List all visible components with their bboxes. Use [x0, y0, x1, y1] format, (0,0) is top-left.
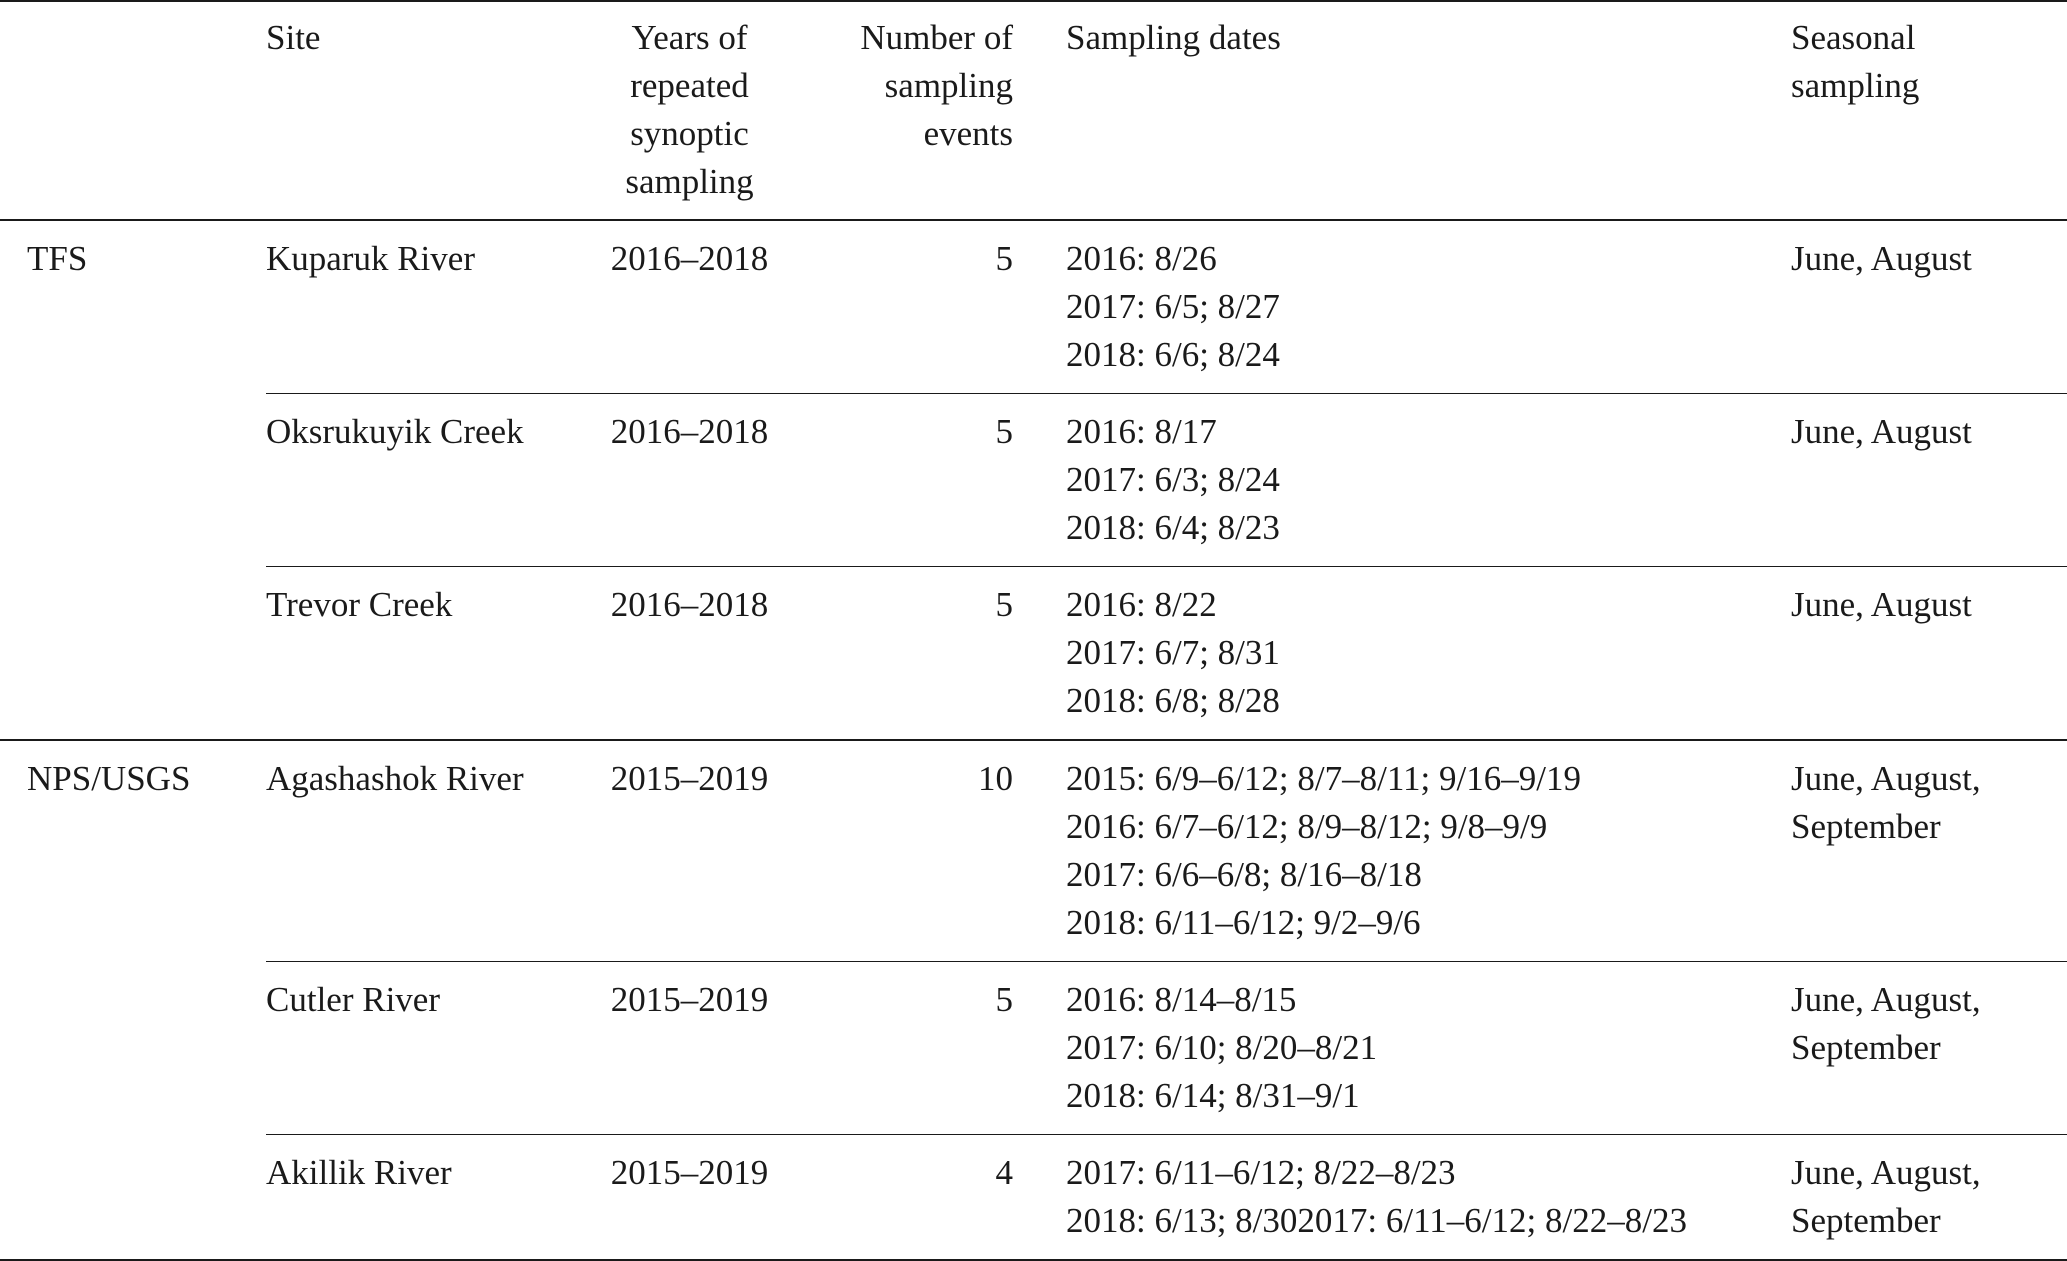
events-cell: 5 — [793, 962, 1033, 1135]
header-seasonal-line: Seasonal — [1791, 18, 1916, 57]
header-seasonal — [1791, 1, 2067, 220]
site-cell: Kuparuk River — [266, 220, 586, 394]
date-line: 2017: 6/6–6/8; 8/16–8/18 — [1066, 855, 1422, 894]
date-line: 2016: 8/22 — [1066, 585, 1217, 624]
seasonal-cell — [1791, 962, 2067, 1135]
table-row — [0, 567, 2067, 741]
years-cell: 2016–2018 — [586, 394, 793, 567]
site-cell: Cutler River — [266, 962, 586, 1135]
events-cell: 5 — [793, 567, 1033, 741]
seasonal-line: June, August — [1791, 239, 1972, 278]
seasonal-line: June, August, — [1791, 980, 1981, 1019]
date-line: 2017: 6/7; 8/31 — [1066, 633, 1280, 672]
header-number-line: sampling — [884, 66, 1013, 105]
seasonal-line: September — [1791, 1201, 1941, 1240]
site-cell: Akillik River — [266, 1135, 586, 1261]
seasonal-cell — [1791, 394, 2067, 567]
date-line: 2017: 6/10; 8/20–8/21 — [1066, 1028, 1378, 1067]
seasonal-line: September — [1791, 807, 1941, 846]
date-line: 2015: 6/9–6/12; 8/7–8/11; 9/16–9/19 — [1066, 759, 1581, 798]
group-cell — [0, 567, 266, 741]
date-line: 2018: 6/6; 8/24 — [1066, 335, 1280, 374]
dates-cell — [1033, 394, 1791, 567]
date-line: 2018: 6/11–6/12; 9/2–9/6 — [1066, 903, 1421, 942]
header-years — [586, 1, 793, 220]
date-line: 2018: 6/8; 8/28 — [1066, 681, 1280, 720]
header-seasonal-line: sampling — [1791, 66, 1920, 105]
seasonal-cell — [1791, 1135, 2067, 1261]
site-cell: Agashashok River — [266, 740, 586, 962]
table-row — [0, 962, 2067, 1135]
seasonal-line: June, August, — [1791, 1153, 1981, 1192]
group-cell: NPS/USGS — [0, 740, 266, 962]
header-years-line: Years of — [631, 18, 748, 57]
seasonal-cell — [1791, 740, 2067, 962]
years-cell: 2015–2019 — [586, 740, 793, 962]
header-dates: Sampling dates — [1066, 18, 1281, 57]
site-cell: Oksrukuyik Creek — [266, 394, 586, 567]
dates-cell — [1033, 567, 1791, 741]
group-cell — [0, 962, 266, 1135]
site-cell: Trevor Creek — [266, 567, 586, 741]
table-row — [0, 220, 2067, 394]
table-row — [0, 1135, 2067, 1261]
table-row — [0, 740, 2067, 962]
seasonal-line: June, August — [1791, 412, 1972, 451]
seasonal-line: June, August, — [1791, 759, 1981, 798]
table-header — [0, 1, 2067, 220]
years-cell: 2015–2019 — [586, 1135, 793, 1261]
seasonal-line: June, August — [1791, 585, 1972, 624]
dates-cell — [1033, 1135, 1791, 1261]
dates-cell — [1033, 740, 1791, 962]
group-cell — [0, 394, 266, 567]
group-cell: TFS — [0, 220, 266, 394]
date-line: 2018: 6/13; 8/302017: 6/11–6/12; 8/22–8/23 — [1066, 1201, 1687, 1240]
header-number-line: Number of — [860, 18, 1013, 57]
years-cell: 2015–2019 — [586, 962, 793, 1135]
date-line: 2018: 6/14; 8/31–9/1 — [1066, 1076, 1360, 1115]
date-line: 2016: 6/7–6/12; 8/9–8/12; 9/8–9/9 — [1066, 807, 1548, 846]
header-years-line: repeated — [630, 66, 749, 105]
header-number-line: events — [923, 114, 1013, 153]
date-line: 2017: 6/3; 8/24 — [1066, 460, 1280, 499]
events-cell: 5 — [793, 220, 1033, 394]
table-row — [0, 394, 2067, 567]
table-body — [0, 220, 2067, 1260]
dates-cell — [1033, 962, 1791, 1135]
date-line: 2016: 8/17 — [1066, 412, 1217, 451]
events-cell: 5 — [793, 394, 1033, 567]
seasonal-cell — [1791, 220, 2067, 394]
header-number — [793, 1, 1033, 220]
header-years-line: synoptic — [630, 114, 749, 153]
years-cell: 2016–2018 — [586, 567, 793, 741]
date-line: 2016: 8/14–8/15 — [1066, 980, 1297, 1019]
years-cell: 2016–2018 — [586, 220, 793, 394]
date-line: 2017: 6/5; 8/27 — [1066, 287, 1280, 326]
group-cell — [0, 1135, 266, 1261]
events-cell: 4 — [793, 1135, 1033, 1261]
header-group — [0, 1, 266, 220]
header-site: Site — [266, 18, 321, 57]
dates-cell — [1033, 220, 1791, 394]
header-years-line: sampling — [625, 162, 754, 201]
date-line: 2018: 6/4; 8/23 — [1066, 508, 1280, 547]
seasonal-line: September — [1791, 1028, 1941, 1067]
date-line: 2016: 8/26 — [1066, 239, 1217, 278]
seasonal-cell — [1791, 567, 2067, 741]
date-line: 2017: 6/11–6/12; 8/22–8/23 — [1066, 1153, 1456, 1192]
events-cell: 10 — [793, 740, 1033, 962]
